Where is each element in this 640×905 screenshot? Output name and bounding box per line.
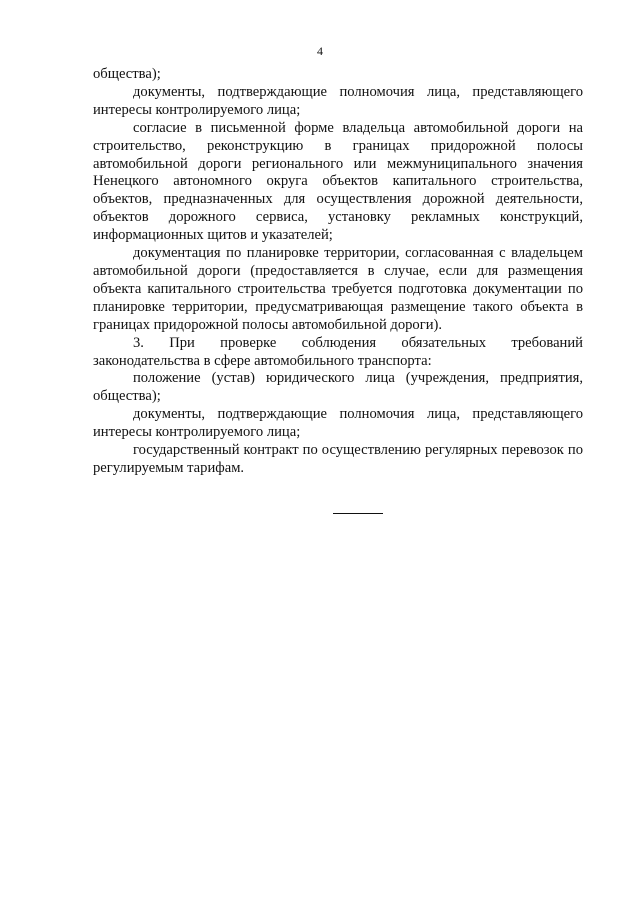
end-of-document-rule (333, 513, 383, 514)
paragraph-charter: положение (устав) юридического лица (учреждения, предприятия, общества); (93, 370, 583, 405)
paragraph-section-3-heading: 3. При проверке соблюдения обязательных требований законодательства в сфере автомобильного транспорта: (93, 334, 583, 369)
paragraph-continuation: общества); (93, 66, 161, 82)
paragraph-authority-documents: документы, подтверждающие полномочия лица, представляющего интересы контролируемого лица; (93, 83, 583, 118)
paragraph-state-contract: государственный контракт по осуществлению регулярных перевозок по регулируемым тарифам. (93, 442, 583, 476)
paragraph-planning-documentation: документация по планировке территории, согласованная с владельцем автомобильной дороги (предоставляется в случае, если для размещения объекта капитального строительства требуется подготовка документации по планировке территории, предусматривающая размещение такого объекта в границах придорожной полосы автомобильной дороги). (93, 245, 583, 333)
paragraph-authority-documents-2: документы, подтверждающие полномочия лица, представляющего интересы контролируемого лица; (93, 406, 583, 441)
document-body (93, 66, 583, 478)
page-number: 4 (317, 44, 323, 58)
paragraph-owner-consent: согласие в письменной форме владельца автомобильной дороги на строительство, реконструкцию в границах придорожной полосы автомобильной дороги регионального или межмуниципального значения Ненецкого автономного округа объектов капитального строительства, объектов, предназначенных для осуществления дорожной деятельности, объектов дорожного сервиса, установку рекламных конструкций, информационных щитов и указателей; (93, 119, 583, 244)
